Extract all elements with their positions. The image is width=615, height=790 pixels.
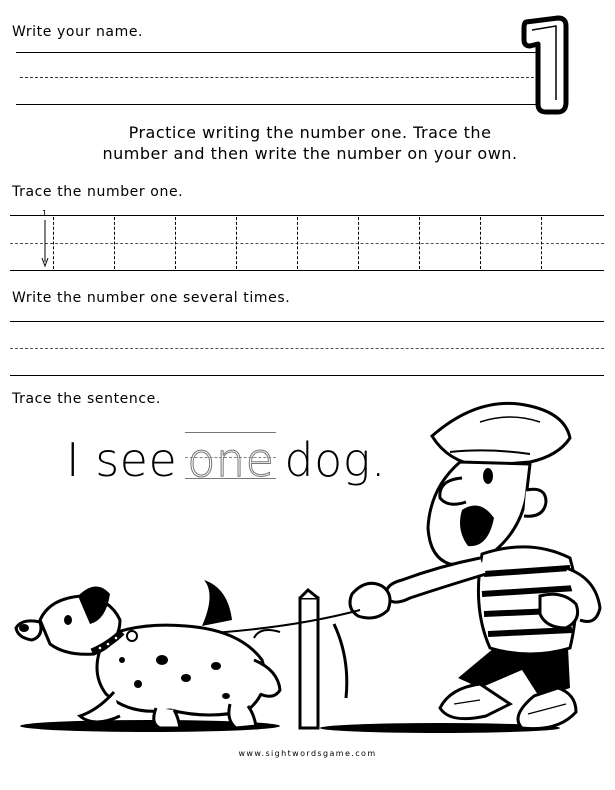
trace-one-8[interactable] <box>480 217 481 269</box>
instructions-line-1: Practice writing the number one. Trace the <box>128 123 492 142</box>
trace-one-5[interactable] <box>297 217 298 269</box>
write-number-area[interactable] <box>10 322 604 374</box>
trace-one-1[interactable] <box>53 217 54 269</box>
trace-one-3[interactable] <box>175 217 176 269</box>
trace-one-6[interactable] <box>358 217 359 269</box>
write-number-base-line <box>10 375 604 376</box>
trace-one-7[interactable] <box>419 217 420 269</box>
write-number-label: Write the number one several times. <box>12 290 291 306</box>
trace-number-label: Trace the number one. <box>12 184 184 200</box>
name-base-line <box>16 104 544 105</box>
instructions <box>40 122 580 164</box>
trace-number-top-line <box>10 215 604 216</box>
trace-one-2[interactable] <box>114 217 115 269</box>
big-number-one-icon <box>518 14 580 118</box>
stroke-direction-arrow-icon <box>40 218 50 270</box>
sentence-trace-word-text: one <box>187 433 275 487</box>
trace-one-9[interactable] <box>541 217 542 269</box>
boy-walking-dog-illustration <box>10 398 605 740</box>
trace-number-mid-line <box>10 243 604 244</box>
footer-url: www.sightwordsgame.com <box>238 749 377 758</box>
instructions-line-2: number and then write the number on your own. <box>102 144 518 163</box>
trace-number-base-line <box>10 270 604 271</box>
trace-number-guide-glyph: 1 <box>42 209 48 218</box>
trace-one-4[interactable] <box>236 217 237 269</box>
sentence-end: dog. <box>284 433 386 487</box>
name-prompt: Write your name. <box>12 24 144 40</box>
name-writing-area[interactable] <box>16 53 544 103</box>
sentence-start: I see <box>66 433 178 487</box>
trace-sentence-label: Trace the sentence. <box>12 391 161 407</box>
